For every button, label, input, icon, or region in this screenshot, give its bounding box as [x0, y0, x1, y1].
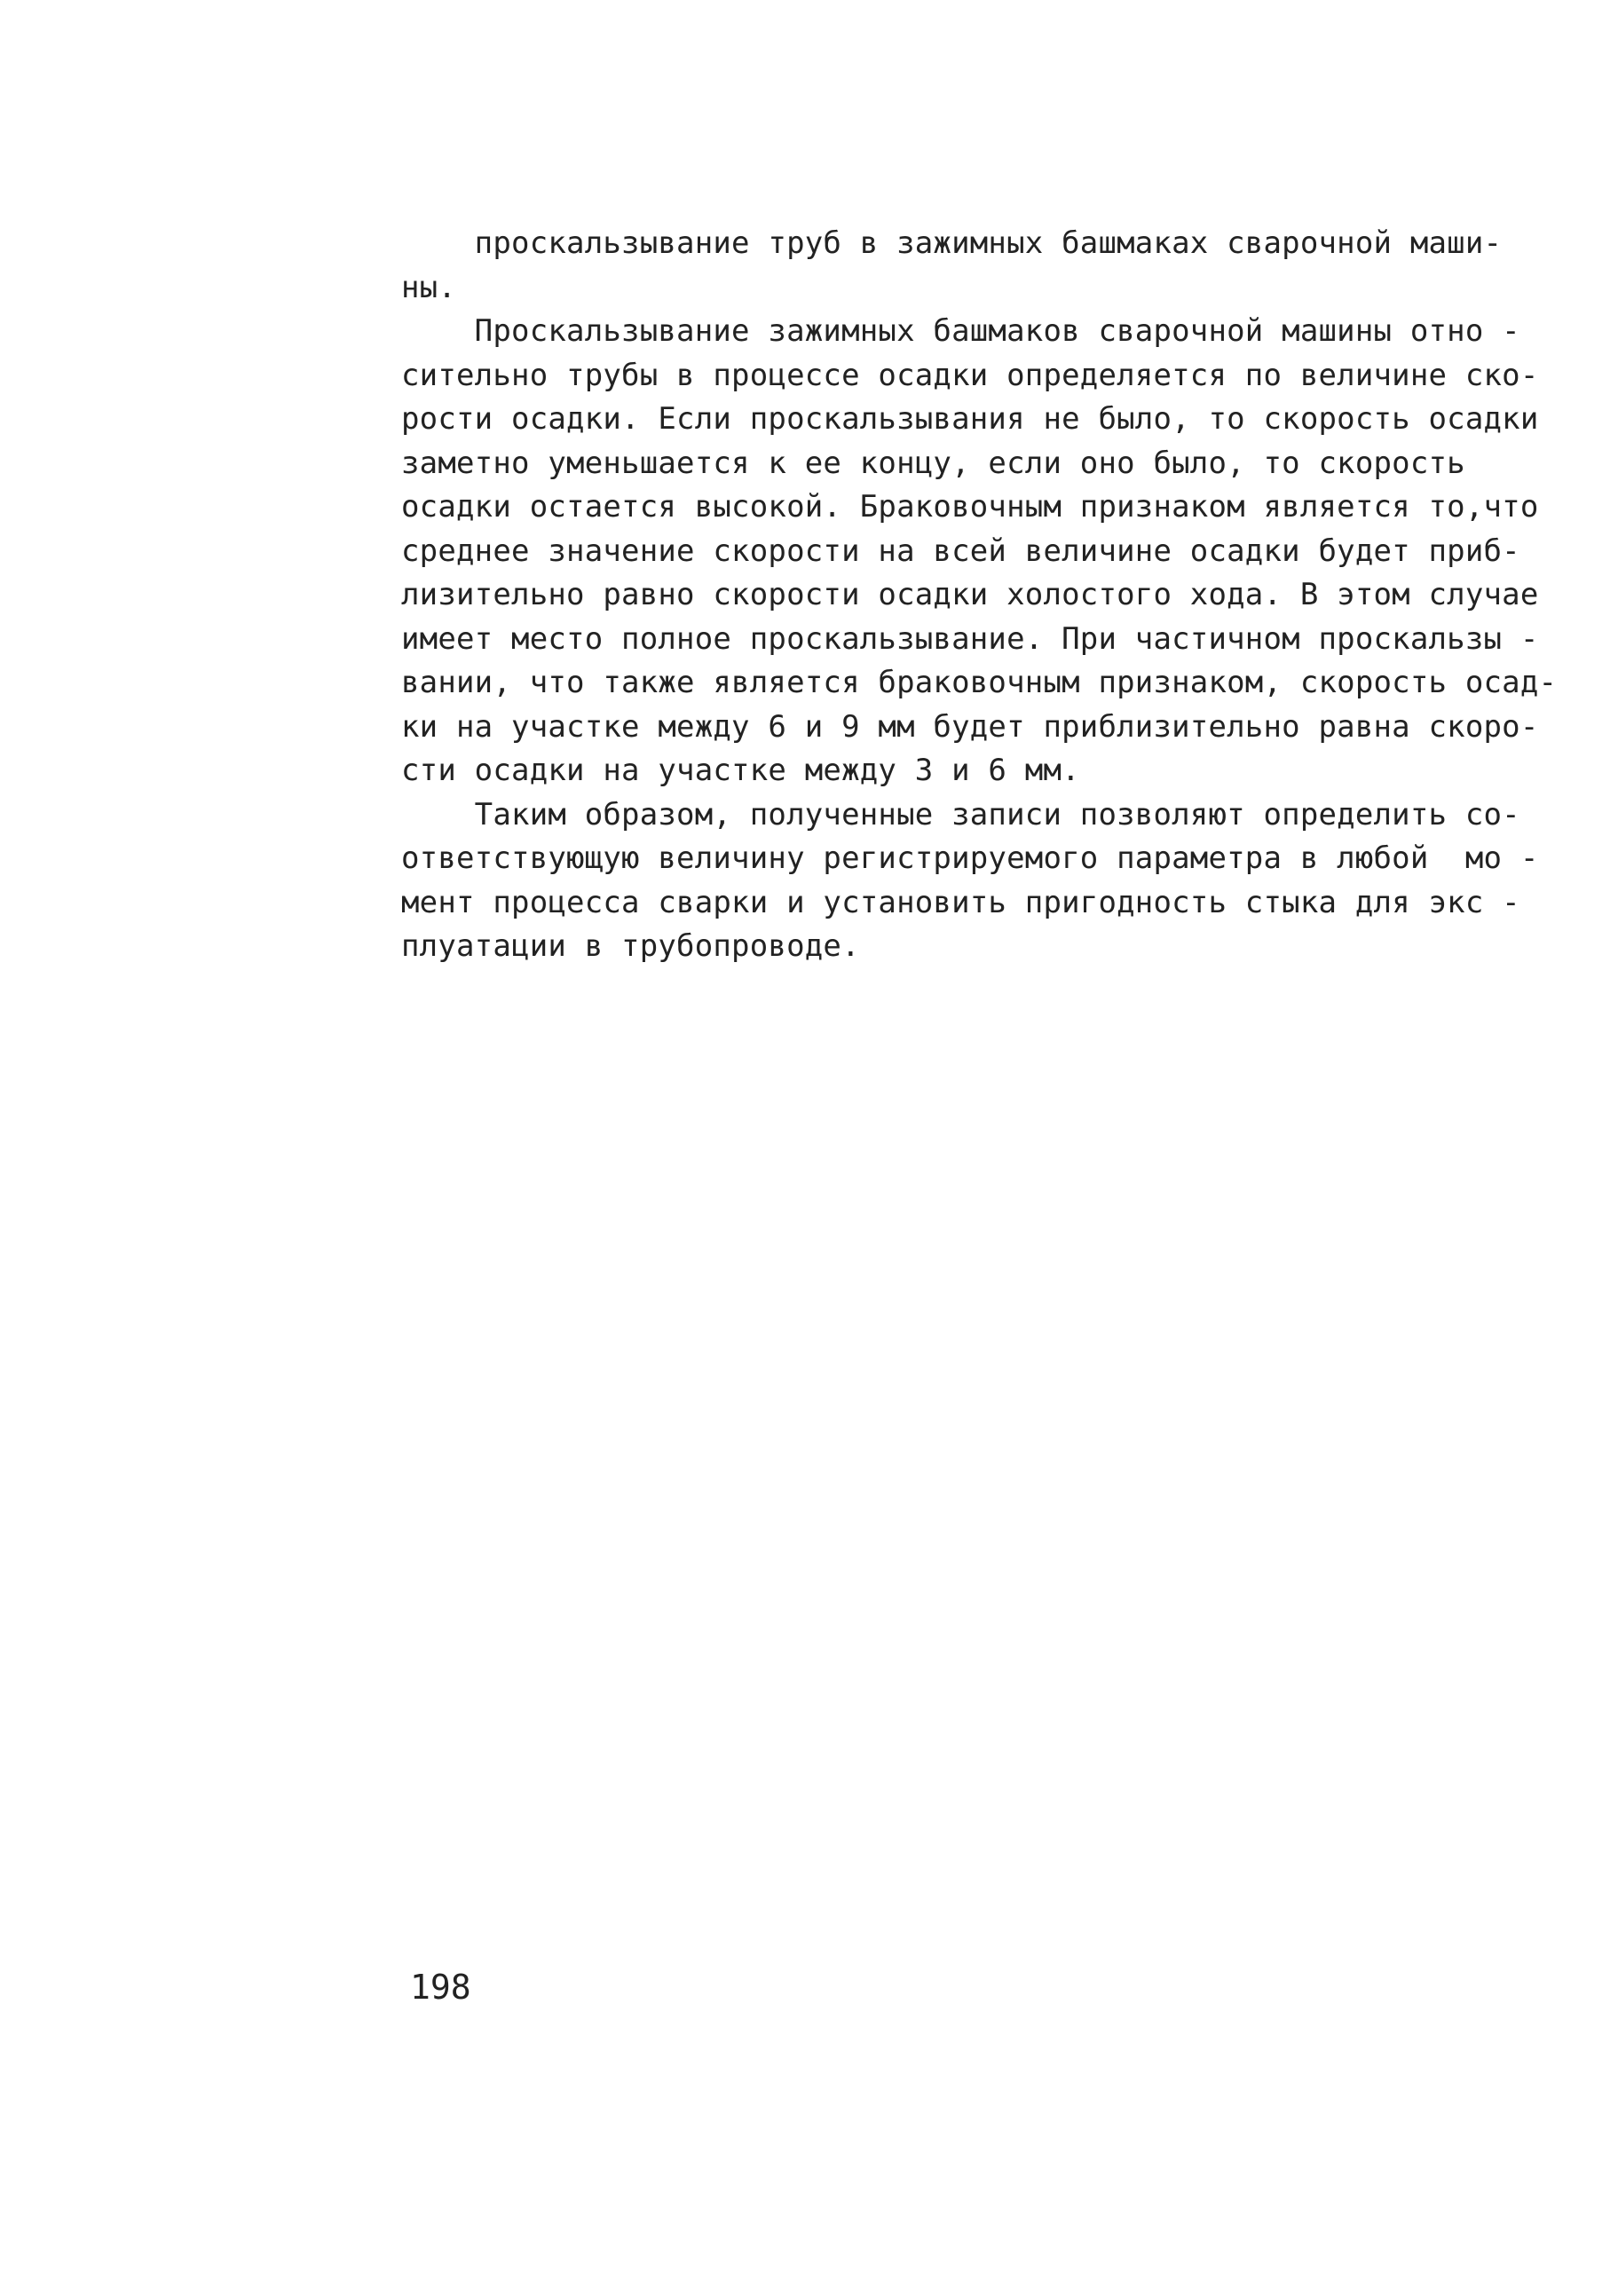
text-line: лизительно равно скорости осадки холостого хода. В этом случае — [401, 577, 1539, 612]
text-line: мент процесса сварки и установить пригодность стыка для экс - — [401, 884, 1520, 920]
text-line: ны. — [401, 269, 457, 305]
text-line: Проскальзывание зажимных башмаков сварочной машины отно - — [401, 313, 1520, 349]
text-line: ответствующую величину регистрируемого параметра в любой мо - — [401, 840, 1539, 876]
text-line: осадки остается высокой. Браковочным признаком является то,что — [401, 489, 1539, 525]
text-line: вании, что также является браковочным признаком, скорость осад- — [401, 665, 1558, 700]
text-line: сти осадки на участке между 3 и 6 мм. — [401, 753, 1080, 788]
text-line: ки на участке между 6 и 9 мм будет приблизительно равна скоро- — [401, 708, 1539, 745]
text-line: Таким образом, полученные записи позволяют определить со- — [401, 796, 1520, 832]
text-line: плуатации в трубопроводе. — [401, 928, 860, 964]
page-number: 198 — [410, 1968, 471, 2007]
text-line: имеет место полное проскальзывание. При частичном проскальзы - — [401, 620, 1539, 657]
text-line: заметно уменьшается к ее концу, если оно было, то скорость — [401, 445, 1465, 481]
body-text — [401, 222, 1564, 969]
text-line: сительно трубы в процессе осадки определяется по величине ско- — [401, 357, 1539, 393]
text-line: проскальзывание труб в зажимных башмаках сварочной маши- — [401, 225, 1503, 261]
text-line: среднее значение скорости на всей величине осадки будет приб- — [401, 533, 1520, 569]
text-line: рости осадки. Если проскальзывания не было, то скорость осадки — [401, 401, 1539, 437]
